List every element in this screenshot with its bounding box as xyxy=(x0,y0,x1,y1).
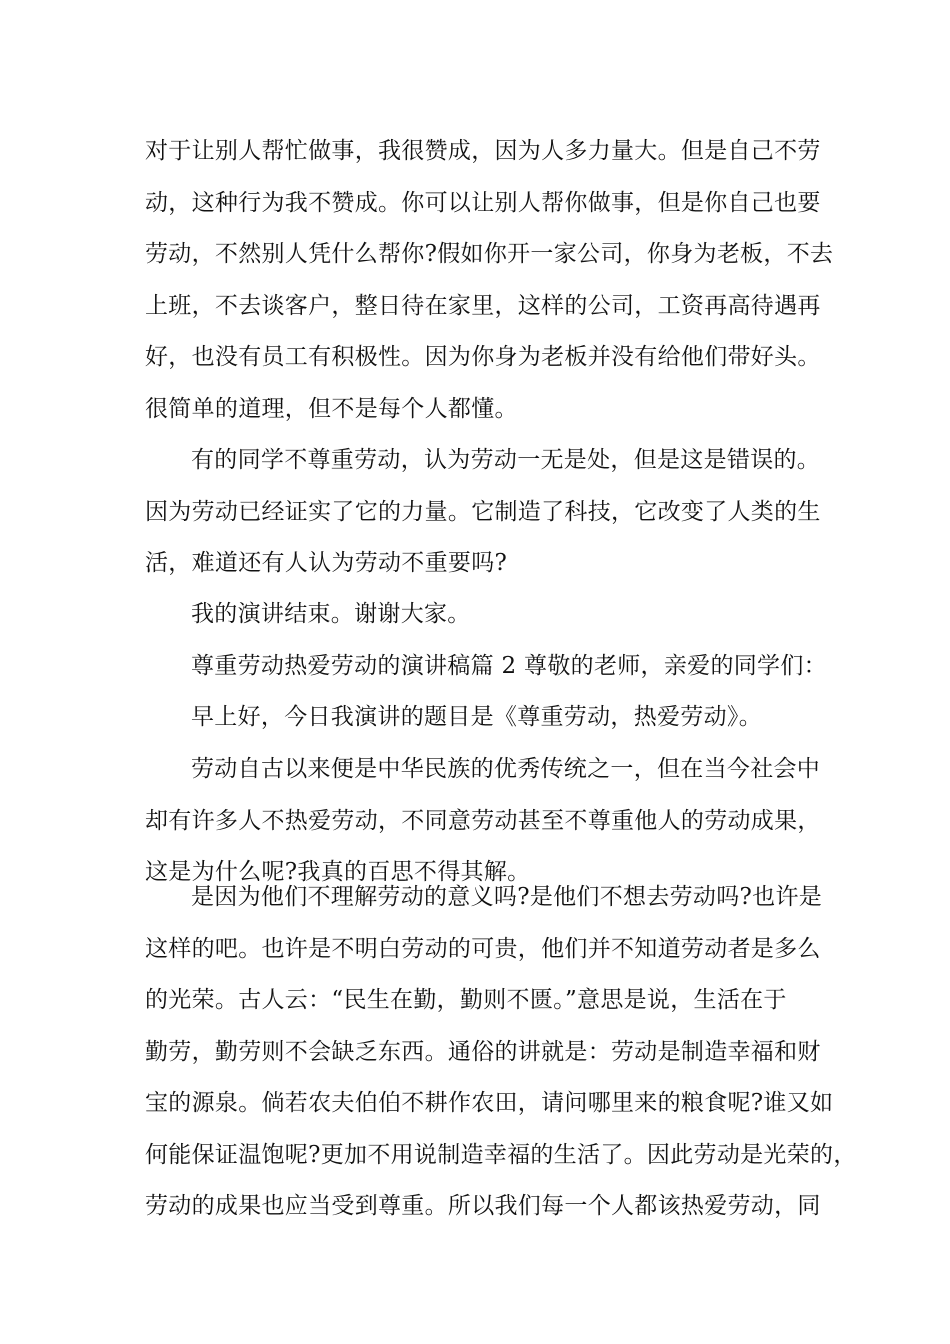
paragraph-4 xyxy=(145,641,825,693)
text-line: 却有许多人不热爱劳动，不同意劳动甚至不尊重他人的劳动成果， xyxy=(145,807,821,834)
text-line: 对于让别人帮忙做事，我很赞成，因为人多力量大。但是自己不劳 xyxy=(145,138,821,164)
paragraph-7 xyxy=(145,872,857,1233)
text-line: 劳动，不然别人凭什么帮你?假如你开一家公司，你身为老板，不去 xyxy=(145,241,834,267)
text-line: 早上好，今日我演讲的题目是《尊重劳动，热爱劳动》。 xyxy=(191,704,762,730)
paragraph-5 xyxy=(145,692,825,744)
paragraph-3 xyxy=(145,589,825,641)
paragraph-1 xyxy=(145,126,834,435)
paragraph-2 xyxy=(145,435,825,590)
text-line: 动，这种行为我不赞成。你可以让别人帮你做事，但是你自己也要 xyxy=(145,189,821,216)
text-line: 这是为什么呢?我真的百思不得其解。 xyxy=(145,859,531,885)
text-line: 的光荣。古人云：“民生在勤，勤则不匮。”意思是说，生活在于 xyxy=(145,987,787,1013)
text-line: 活，难道还有人认为劳动不重要吗? xyxy=(145,550,508,576)
text-line: 上班，不去谈客户，整日待在家里，这样的公司，工资再高待遇再 xyxy=(145,292,821,319)
text-line: 因为劳动已经证实了它的力量。它制造了科技，它改变了人类的生 xyxy=(145,498,821,525)
text-line: 宝的源泉。倘若农夫伯伯不耕作农田，请问哪里来的粮食呢?谁又如 xyxy=(145,1090,834,1116)
text-line: 劳动的成果也应当受到尊重。所以我们每一个人都该热爱劳动，同 xyxy=(145,1193,821,1219)
text-line: 有的同学不尊重劳动，认为劳动一无是处，但是这是错误的。 xyxy=(191,447,821,473)
text-line: 劳动自古以来便是中华民族的优秀传统之一，但在当今社会中 xyxy=(191,756,821,782)
text-line: 这样的吧。也许是不明白劳动的可贵，他们并不知道劳动者是多么 xyxy=(145,935,821,962)
text-line: 勤劳，勤劳则不会缺乏东西。通俗的讲就是：劳动是制造幸福和财 xyxy=(145,1038,821,1065)
text-line: 何能保证温饱呢?更加不用说制造幸福的生活了。因此劳动是光荣的， xyxy=(145,1141,857,1168)
text-line: 尊重劳动热爱劳动的演讲稿篇 2 尊敬的老师，亲爱的同学们： xyxy=(191,653,827,679)
text-line: 是因为他们不理解劳动的意义吗?是他们不想去劳动吗?也许是 xyxy=(191,884,823,910)
text-line: 好，也没有员工有积极性。因为你身为老板并没有给他们带好头。 xyxy=(145,344,821,370)
text-line: 很简单的道理，但不是每个人都懂。 xyxy=(145,395,518,422)
text-line: 我的演讲结束。谢谢大家。 xyxy=(191,601,471,627)
